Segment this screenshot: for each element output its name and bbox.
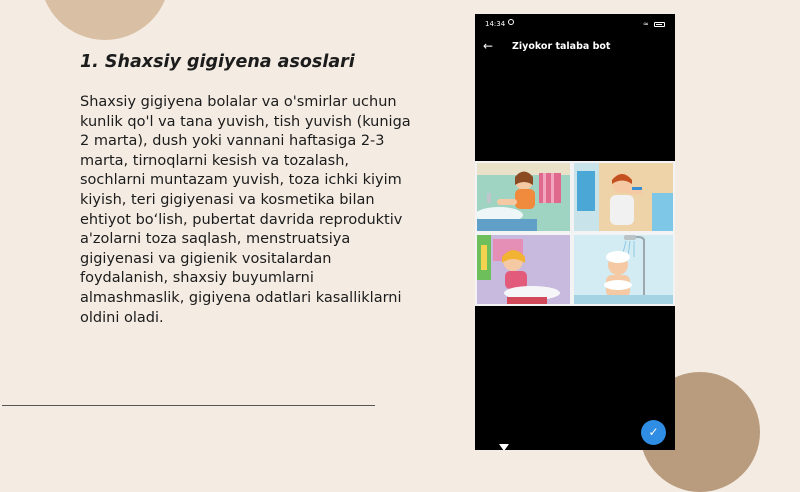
body-line: kunlik qo'l va tana yuvish, tish yuvish (kuniga: [80, 113, 411, 130]
photo-face-washing[interactable]: [477, 235, 570, 304]
notification-icon: [508, 19, 514, 25]
showering-illustration: [574, 235, 673, 304]
toothbrushing-illustration: [574, 163, 673, 231]
photo-toothbrushing[interactable]: [574, 163, 673, 231]
body-line: a'zolarni toza saqlash, menstruatsiya: [80, 231, 351, 248]
body-line: almashmaslik, gigiyena odatlari kasalliklarni: [80, 289, 402, 306]
body-line: gigiyenasi va gigienik vositalardan: [80, 250, 332, 267]
body-line: sochlarni muntazam yuvish, toza ichki kiyim: [80, 172, 402, 189]
handwashing-illustration: [477, 163, 570, 231]
phone-screenshot: [475, 14, 675, 450]
triangle-down-icon[interactable]: [499, 444, 509, 450]
status-icons: [643, 20, 665, 28]
chat-header: [475, 36, 675, 58]
body-line: Shaxsiy gigiyena bolalar va o'smirlar uchun: [80, 94, 397, 110]
slide-title: 1. Shaxsiy gigiyena asoslari: [80, 52, 355, 72]
chat-title: Ziyokor talaba bot: [512, 41, 611, 52]
body-line: 2 marta), dush yoki vannani haftasiga 2-3: [80, 133, 385, 150]
photo-handwashing[interactable]: [477, 163, 570, 231]
photo-showering[interactable]: [574, 235, 673, 304]
slide-body: [80, 93, 418, 328]
checkmark-icon: ✓: [648, 425, 659, 439]
body-line: marta, tirnoqlarni kesish va tozalash,: [80, 152, 350, 169]
back-arrow-icon[interactable]: ←: [483, 39, 494, 53]
body-line: oldini oladi.: [80, 309, 164, 326]
face-washing-illustration: [477, 235, 570, 304]
status-time: 14:34: [485, 20, 506, 28]
send-button[interactable]: [641, 420, 666, 445]
wifi-icon: ≈: [642, 20, 649, 28]
body-line: kiyish, teri gigiyenasi va kosmetika bilan: [80, 191, 375, 208]
decorative-circle-top: [40, 0, 170, 40]
divider-line: [2, 405, 375, 406]
battery-icon: [654, 22, 665, 27]
status-bar: [475, 14, 675, 34]
body-line: ehtiyot bo‘lish, pubertat davrida reproduktiv: [80, 211, 403, 228]
photo-album[interactable]: [475, 161, 675, 306]
body-line: foydalanish, shaxsiy buyumlarni: [80, 270, 314, 287]
